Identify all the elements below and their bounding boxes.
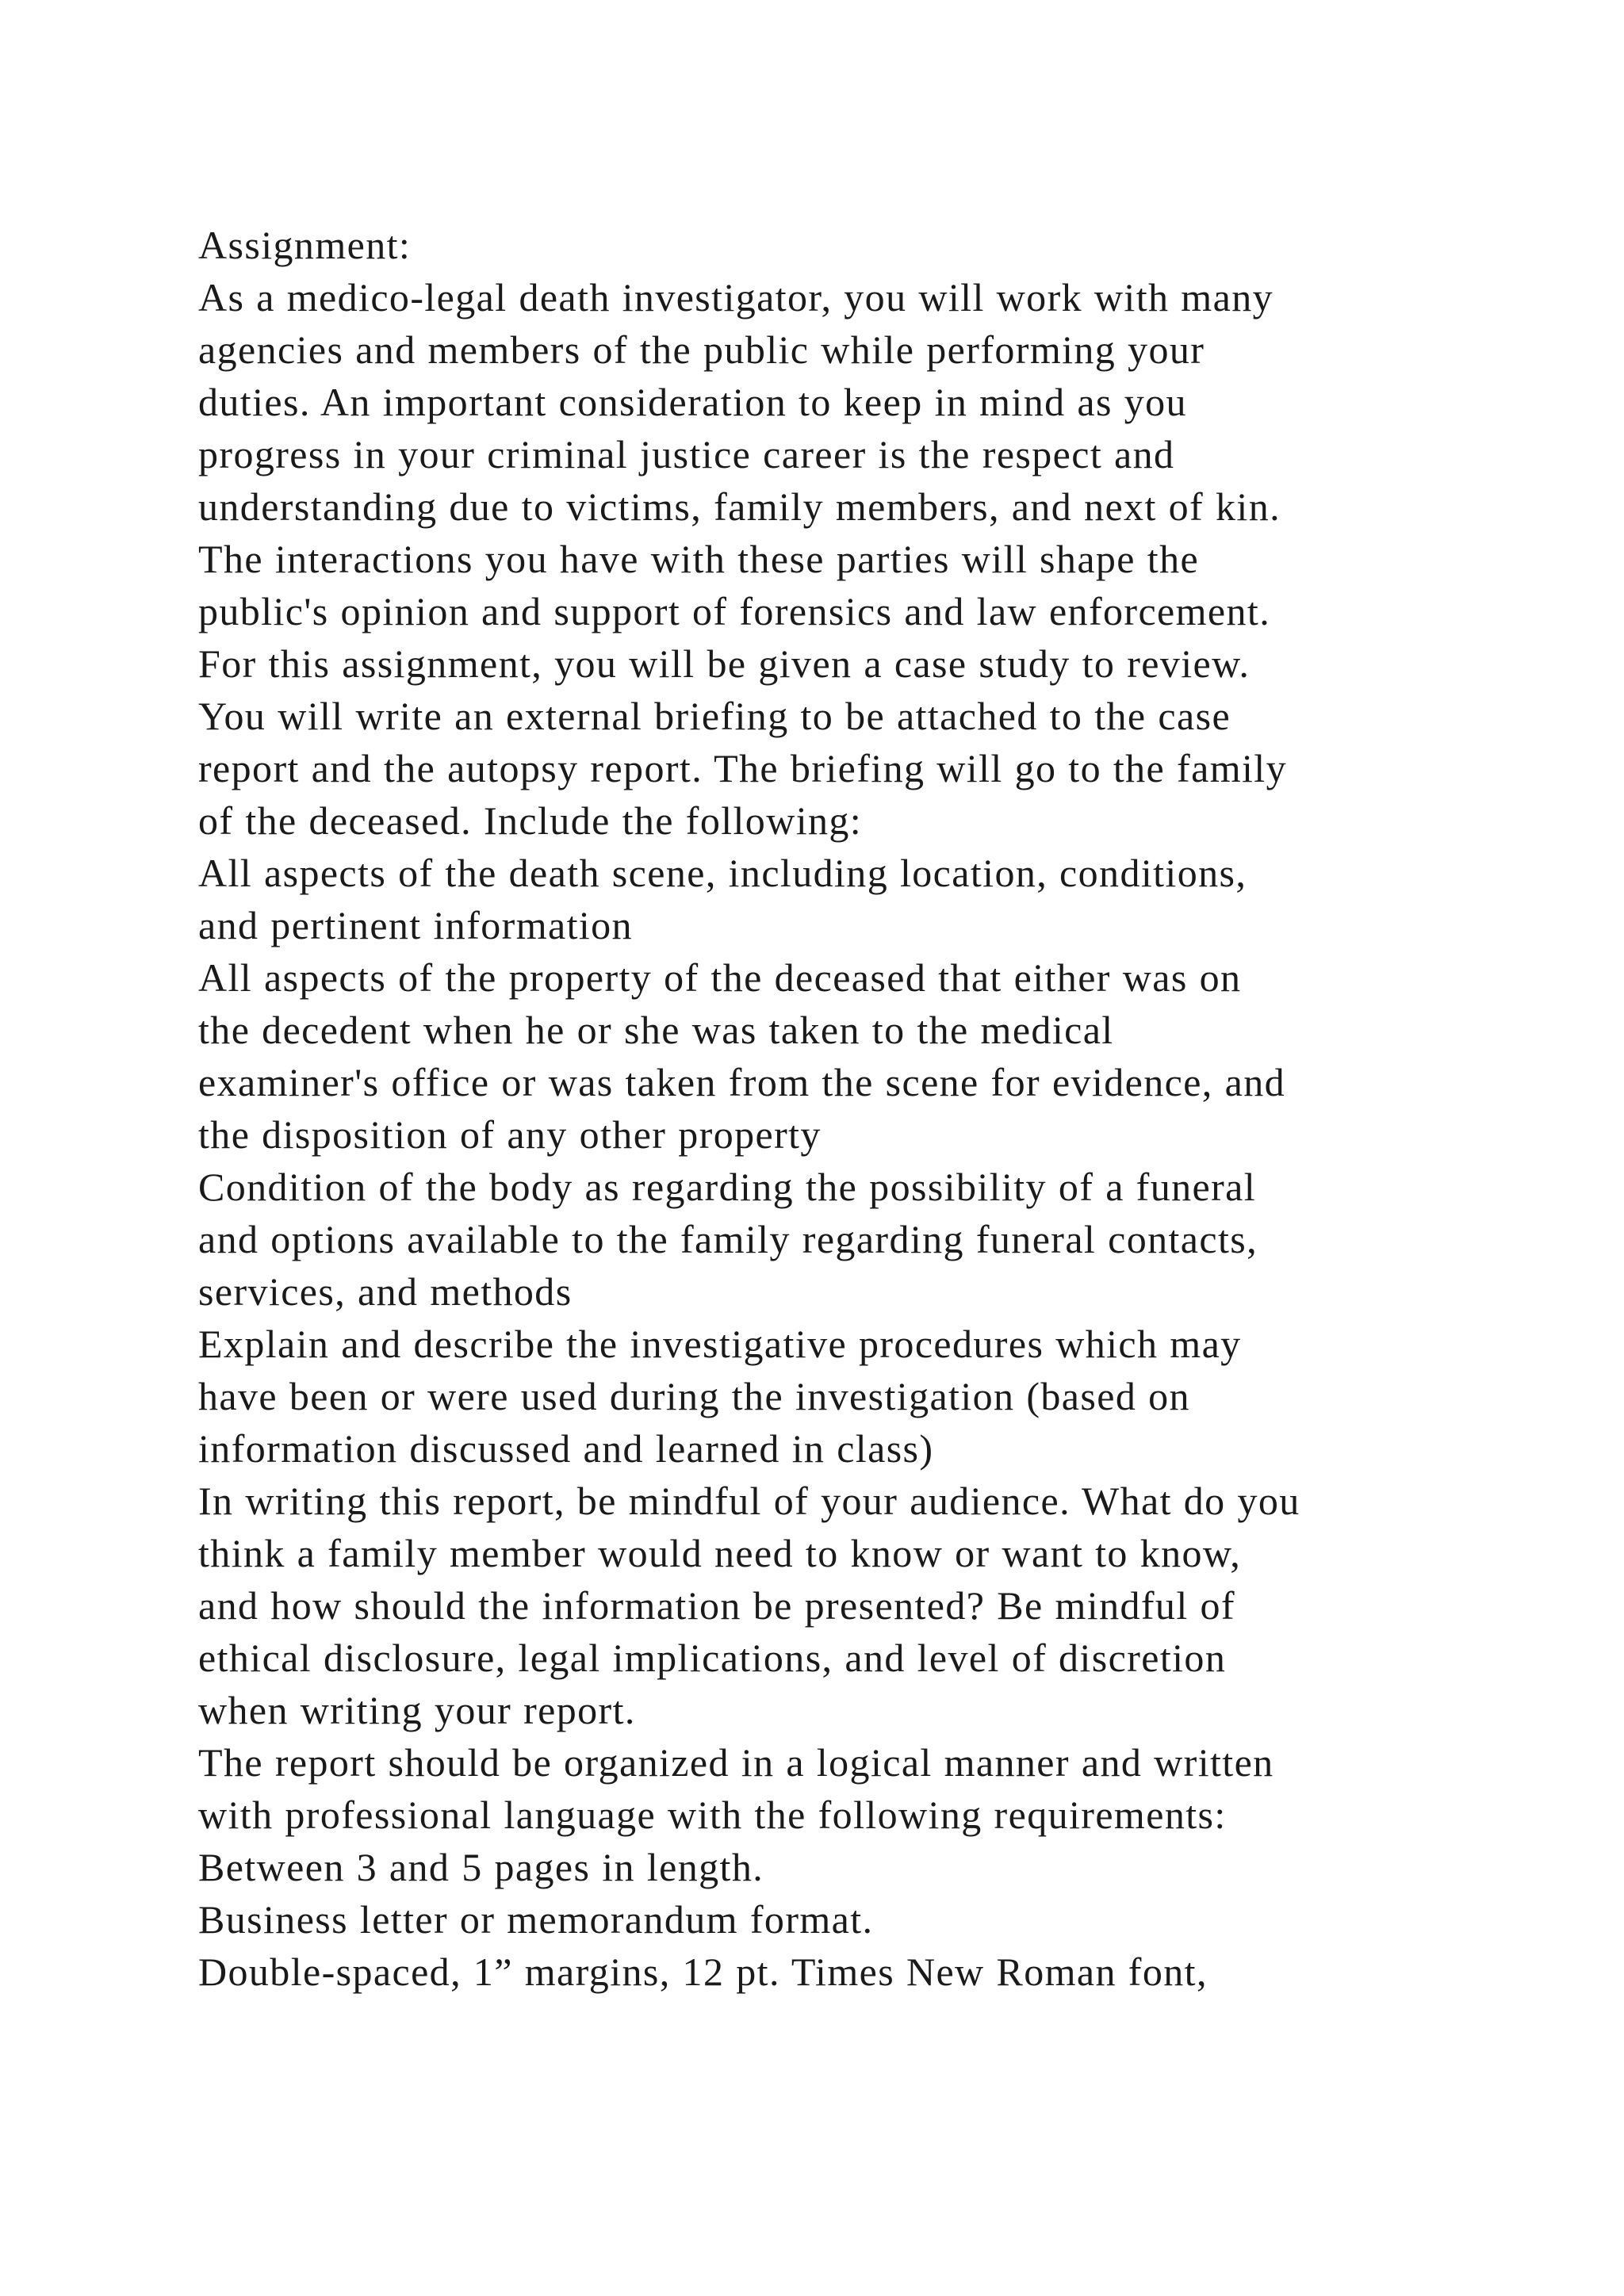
text-line: with professional language with the following requirements: <box>198 1793 1227 1837</box>
text-line: report and the autopsy report. The briefing will go to the family <box>198 746 1287 790</box>
requirement-item: All aspects of the death scene, including location, conditions, <box>198 851 1247 895</box>
text-line: In writing this report, be mindful of your audience. What do you <box>198 1479 1300 1523</box>
text-line: progress in your criminal justice career is the respect and <box>198 432 1175 476</box>
text-line: agencies and members of the public while performing your <box>198 327 1205 372</box>
text-line: The report should be organized in a logical manner and written <box>198 1740 1274 1785</box>
requirement-item: All aspects of the property of the deceased that either was on <box>198 955 1242 1000</box>
text-line: of the deceased. Include the following: <box>198 798 863 843</box>
text-line: You will write an external briefing to be attached to the case <box>198 694 1231 738</box>
format-requirement: Double-spaced, 1” margins, 12 pt. Times New Roman font, <box>198 1950 1208 1994</box>
format-requirement: Business letter or memorandum format. <box>198 1897 874 1942</box>
requirement-item: Explain and describe the investigative procedures which may <box>198 1322 1242 1366</box>
text-line: public's opinion and support of forensics and law enforcement. <box>198 589 1271 633</box>
text-line: when writing your report. <box>198 1688 636 1732</box>
text-line: duties. An important consideration to keep in mind as you <box>198 380 1187 424</box>
requirement-item: the decedent when he or she was taken to the medical <box>198 1008 1114 1052</box>
document-body <box>198 219 1546 1998</box>
requirement-item: services, and methods <box>198 1269 573 1314</box>
requirement-item: have been or were used during the investigation (based on <box>198 1374 1190 1418</box>
text-line: ethical disclosure, legal implications, and level of discretion <box>198 1636 1227 1680</box>
text-line: think a family member would need to know or want to know, <box>198 1531 1242 1575</box>
text-line: and how should the information be presented? Be mindful of <box>198 1583 1235 1628</box>
text-line: As a medico-legal death investigator, you will work with many <box>198 275 1274 320</box>
text-line: For this assignment, you will be given a case study to review. <box>198 641 1251 686</box>
assignment-heading: Assignment: <box>198 223 412 267</box>
requirement-item: and options available to the family regarding funeral contacts, <box>198 1217 1258 1261</box>
requirement-item: Condition of the body as regarding the possibility of a funeral <box>198 1165 1257 1209</box>
text-line: understanding due to victims, family members, and next of kin. <box>198 484 1281 529</box>
requirement-item: information discussed and learned in class) <box>198 1426 934 1471</box>
text-line: The interactions you have with these parties will shape the <box>198 537 1200 581</box>
format-requirement: Between 3 and 5 pages in length. <box>198 1845 764 1889</box>
requirement-item: and pertinent information <box>198 903 633 947</box>
requirement-item: examiner's office or was taken from the scene for evidence, and <box>198 1060 1286 1104</box>
requirement-item: the disposition of any other property <box>198 1112 822 1157</box>
